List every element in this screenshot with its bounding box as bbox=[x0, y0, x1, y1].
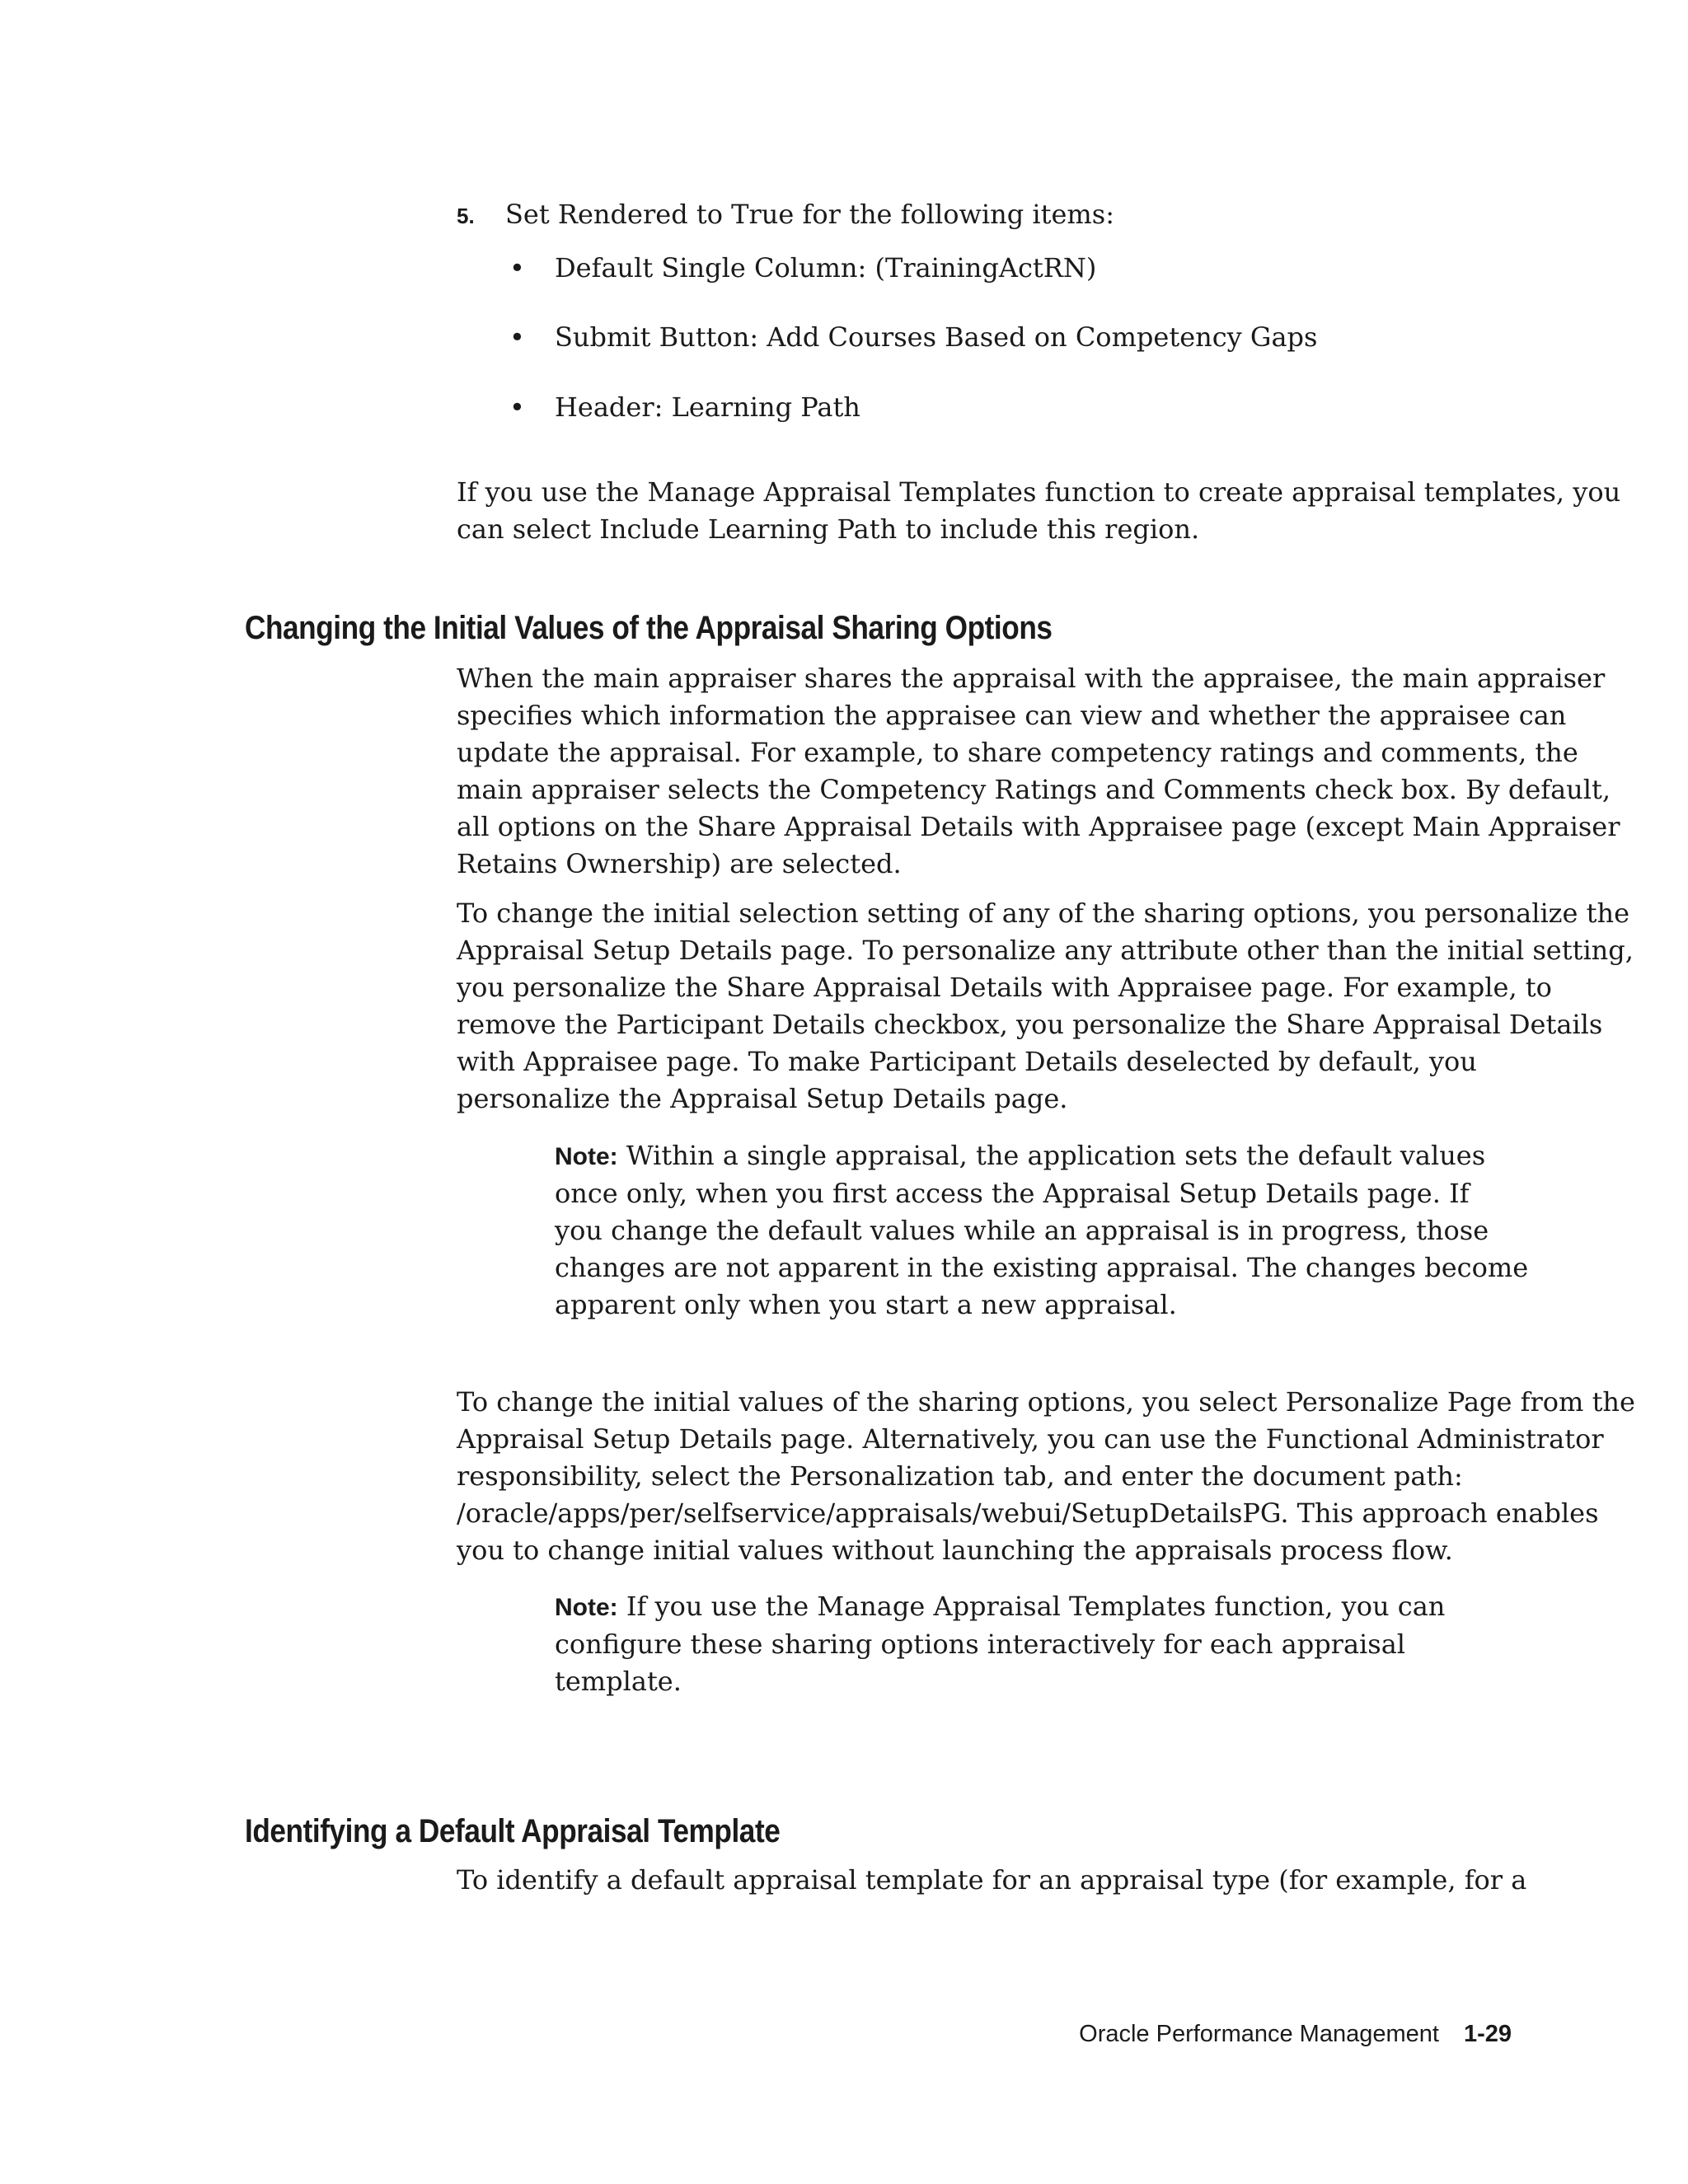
text-line: remove the Participant Details checkbox, you personalize the Share Appraisal Details bbox=[457, 1009, 1603, 1040]
bullet-text: Submit Button: Add Courses Based on Competency Gaps bbox=[555, 321, 1318, 353]
page-footer bbox=[1079, 2021, 1512, 2048]
text-line: with Appraisee page. To make Participant Details deselected by default, you bbox=[457, 1046, 1477, 1077]
note-default-values bbox=[555, 1137, 1529, 1324]
paragraph-sharing-intro bbox=[457, 660, 1620, 883]
paragraph-templates bbox=[457, 474, 1621, 548]
footer-title: Oracle Performance Management bbox=[1079, 2021, 1439, 2047]
text-line: can select Include Learning Path to include this region. bbox=[457, 513, 1200, 545]
text-line: you to change initial values without launching the appraisals process flow. bbox=[457, 1535, 1453, 1566]
text-line: you change the default values while an appraisal is in progress, those bbox=[555, 1215, 1489, 1246]
text-line: all options on the Share Appraisal Details with Appraisee page (except Main Appraiser bbox=[457, 811, 1620, 842]
text-line: specifies which information the appraisee can view and whether the appraisee can bbox=[457, 700, 1567, 731]
step-number: 5. bbox=[457, 204, 475, 228]
note-label: Note: bbox=[555, 1143, 618, 1170]
text-line: To identify a default appraisal template for an appraisal type (for example, for a bbox=[457, 1864, 1527, 1896]
bullet-icon: • bbox=[509, 252, 525, 284]
bullet-text: Default Single Column: (TrainingActRN) bbox=[555, 252, 1097, 284]
text-line: Appraisal Setup Details page. To personalize any attribute other than the initial setting, bbox=[457, 935, 1634, 966]
text-line: configure these sharing options interactively for each appraisal bbox=[555, 1629, 1406, 1660]
step-text: Set Rendered to True for the following items: bbox=[505, 199, 1114, 230]
page-number: 1-29 bbox=[1463, 2021, 1512, 2047]
text-line: responsibility, select the Personalization tab, and enter the document path: bbox=[457, 1460, 1463, 1492]
paragraph-personalize bbox=[457, 895, 1634, 1118]
text-line: To change the initial values of the sharing options, you select Personalize Page from the bbox=[457, 1386, 1635, 1418]
text-line: Retains Ownership) are selected. bbox=[457, 848, 902, 879]
text-line: If you use the Manage Appraisal Templates function to create appraisal templates, you bbox=[457, 476, 1621, 508]
section-heading-sharing-options: Changing the Initial Values of the Appraisal Sharing Options bbox=[245, 610, 1053, 646]
paragraph-change-initial-values bbox=[457, 1384, 1635, 1569]
bullet-text: Header: Learning Path bbox=[555, 391, 860, 423]
text-line: once only, when you first access the Appraisal Setup Details page. If bbox=[555, 1178, 1470, 1209]
note-first-line bbox=[555, 1137, 1486, 1175]
text-line: To change the initial selection setting of any of the sharing options, you personalize the bbox=[457, 898, 1630, 929]
text-line: personalize the Appraisal Setup Details page. bbox=[457, 1083, 1068, 1114]
text-line: you personalize the Share Appraisal Details with Appraisee page. For example, to bbox=[457, 972, 1552, 1003]
note-text: Within a single appraisal, the application sets the default values bbox=[626, 1140, 1486, 1171]
note-manage-templates bbox=[555, 1588, 1461, 1700]
note-text: If you use the Manage Appraisal Templates function, you can bbox=[626, 1591, 1446, 1622]
paragraph-default-template bbox=[457, 1862, 1528, 1899]
text-line: main appraiser selects the Competency Ratings and Comments check box. By default, bbox=[457, 774, 1611, 805]
text-line: update the appraisal. For example, to share competency ratings and comments, the bbox=[457, 737, 1578, 768]
text-line: changes are not apparent in the existing appraisal. The changes become bbox=[555, 1252, 1529, 1283]
text-line: Appraisal Setup Details page. Alternatively, you can use the Functional Administrator bbox=[457, 1423, 1604, 1455]
bullet-icon: • bbox=[509, 321, 525, 353]
text-line: /oracle/apps/per/selfservice/appraisals/webui/SetupDetailsPG. This approach enables bbox=[457, 1497, 1599, 1529]
text-line: template. bbox=[555, 1666, 682, 1697]
text-line: apparent only when you start a new appraisal. bbox=[555, 1289, 1177, 1320]
bullet-icon: • bbox=[509, 391, 525, 423]
text-line: When the main appraiser shares the appraisal with the appraisee, the main appraiser bbox=[457, 663, 1606, 694]
section-heading-default-template: Identifying a Default Appraisal Template bbox=[245, 1813, 781, 1849]
note-first-line bbox=[555, 1588, 1461, 1626]
note-label: Note: bbox=[555, 1594, 618, 1621]
